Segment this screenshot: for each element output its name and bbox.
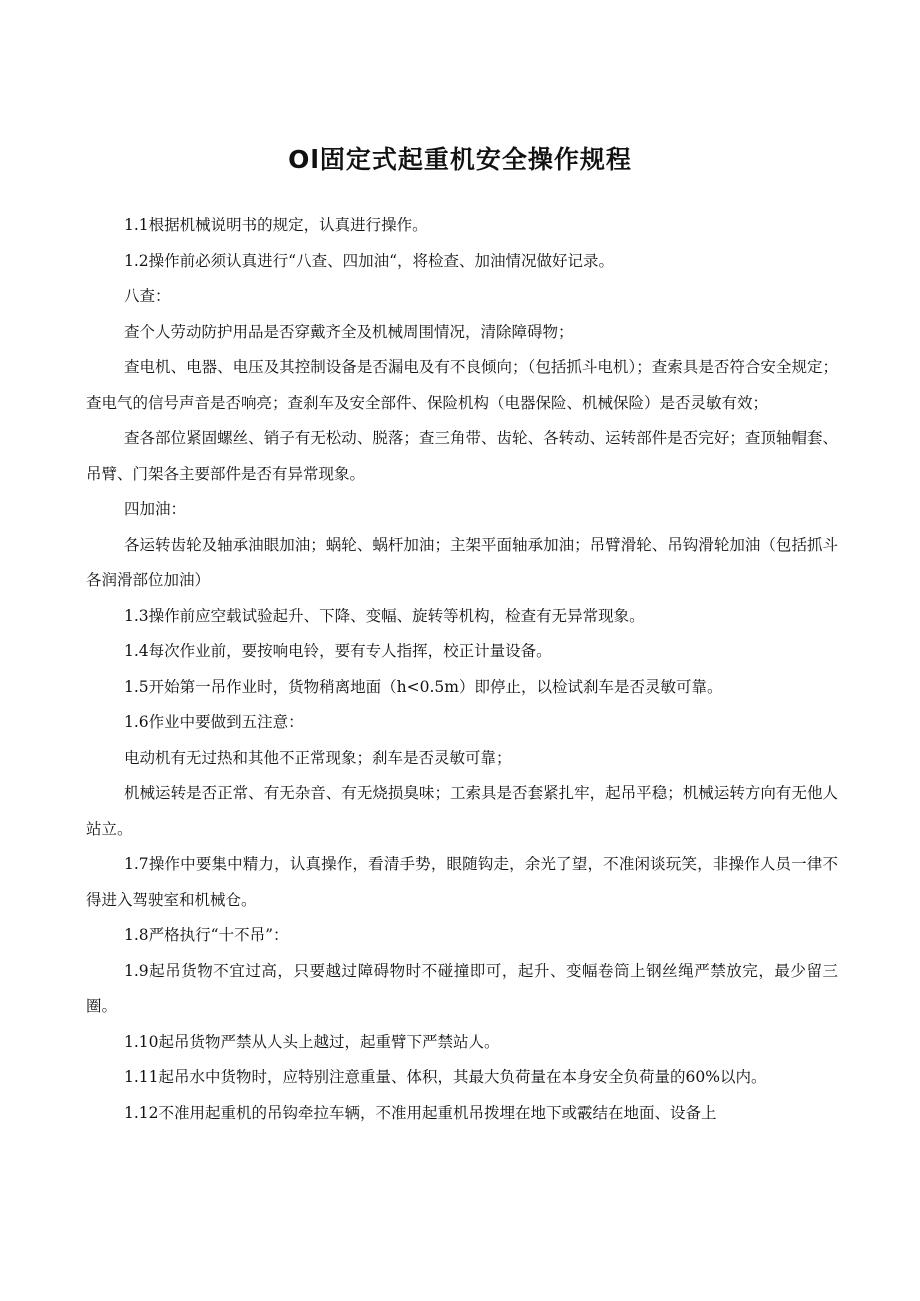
paragraph: 查电机、电器、电压及其控制设备是否漏电及有不良倾向；（包括抓斗电机）；查索具是否符合安全规定；查电气的信号声音是否响亮；查刹车及安全部件、保险机构（电器保险、机械保险）是否灵敏有效； bbox=[86, 358, 838, 412]
paragraph: 八查： bbox=[124, 287, 171, 305]
document-body bbox=[86, 208, 838, 1131]
paragraph: 查各部位紧固螺丝、销子有无松动、脱落；查三角带、齿轮、各转动、运转部件是否完好；查顶轴帽套、吊臂、门架各主要部件是否有异常现象。 bbox=[86, 429, 838, 483]
paragraph: 1.9起吊货物不宜过高，只要越过障碍物时不碰撞即可，起升、变幅卷筒上钢丝绳严禁放完，最少留三圈。 bbox=[86, 961, 838, 1015]
paragraph: 机械运转是否正常、有无杂音、有无烧损臭味；工索具是否套紧扎牢，起吊平稳；机械运转方向有无他人站立。 bbox=[86, 784, 838, 838]
paragraph: 电动机有无过热和其他不正常现象；刹车是否灵敏可靠； bbox=[124, 748, 512, 767]
paragraph: 1.7操作中要集中精力，认真操作，看清手势，眼随钩走，余光了望，不准闲谈玩笑，非操作人员一律不得进入驾驶室和机械仓。 bbox=[86, 855, 838, 909]
paragraph: 1.12不准用起重机的吊钩牵拉车辆，不准用起重机吊拨埋在地下或霰结在地面、设备上 bbox=[124, 1103, 717, 1122]
paragraph: 四加油： bbox=[124, 500, 187, 518]
paragraph: 1.5开始第一吊作业时，货物稍离地面（h<0.5m）即停止，以检试刹车是否灵敏可靠。 bbox=[124, 677, 723, 696]
paragraph: 1.11起吊水中货物时，应特别注意重量、体积，其最大负荷量在本身安全负荷量的60%以内。 bbox=[124, 1068, 767, 1086]
paragraph: 1.6作业中要做到五注意： bbox=[124, 713, 304, 731]
paragraph: 查个人劳动防护用品是否穿戴齐全及机械周围情况，清除障碍物； bbox=[124, 322, 574, 341]
paragraph: 1.8严格执行“十不吊”： bbox=[124, 926, 289, 944]
page-title: Ol固定式起重机安全操作规程 bbox=[288, 145, 632, 174]
paragraph: 各运转齿轮及轴承油眼加油；蜗轮、蜗杆加油；主架平面轴承加油；吊臂滑轮、吊钩滑轮加油（包括抓斗各润滑部位加油） bbox=[86, 535, 838, 589]
paragraph: 1.10起吊货物严禁从人头上越过，起重臂下严禁站人。 bbox=[124, 1032, 500, 1051]
paragraph: 1.1根据机械说明书的规定，认真进行操作。 bbox=[124, 216, 428, 234]
paragraph: 1.3操作前应空载试验起升、下降、变幅、旋转等机构，检查有无异常现象。 bbox=[124, 606, 645, 625]
paragraph: 1.2操作前必须认真进行“八查、四加油“，将检查、加油情况做好记录。 bbox=[124, 251, 615, 270]
paragraph: 1.4每次作业前，要按响电铃，要有专人指挥，校正计量设备。 bbox=[124, 642, 552, 660]
